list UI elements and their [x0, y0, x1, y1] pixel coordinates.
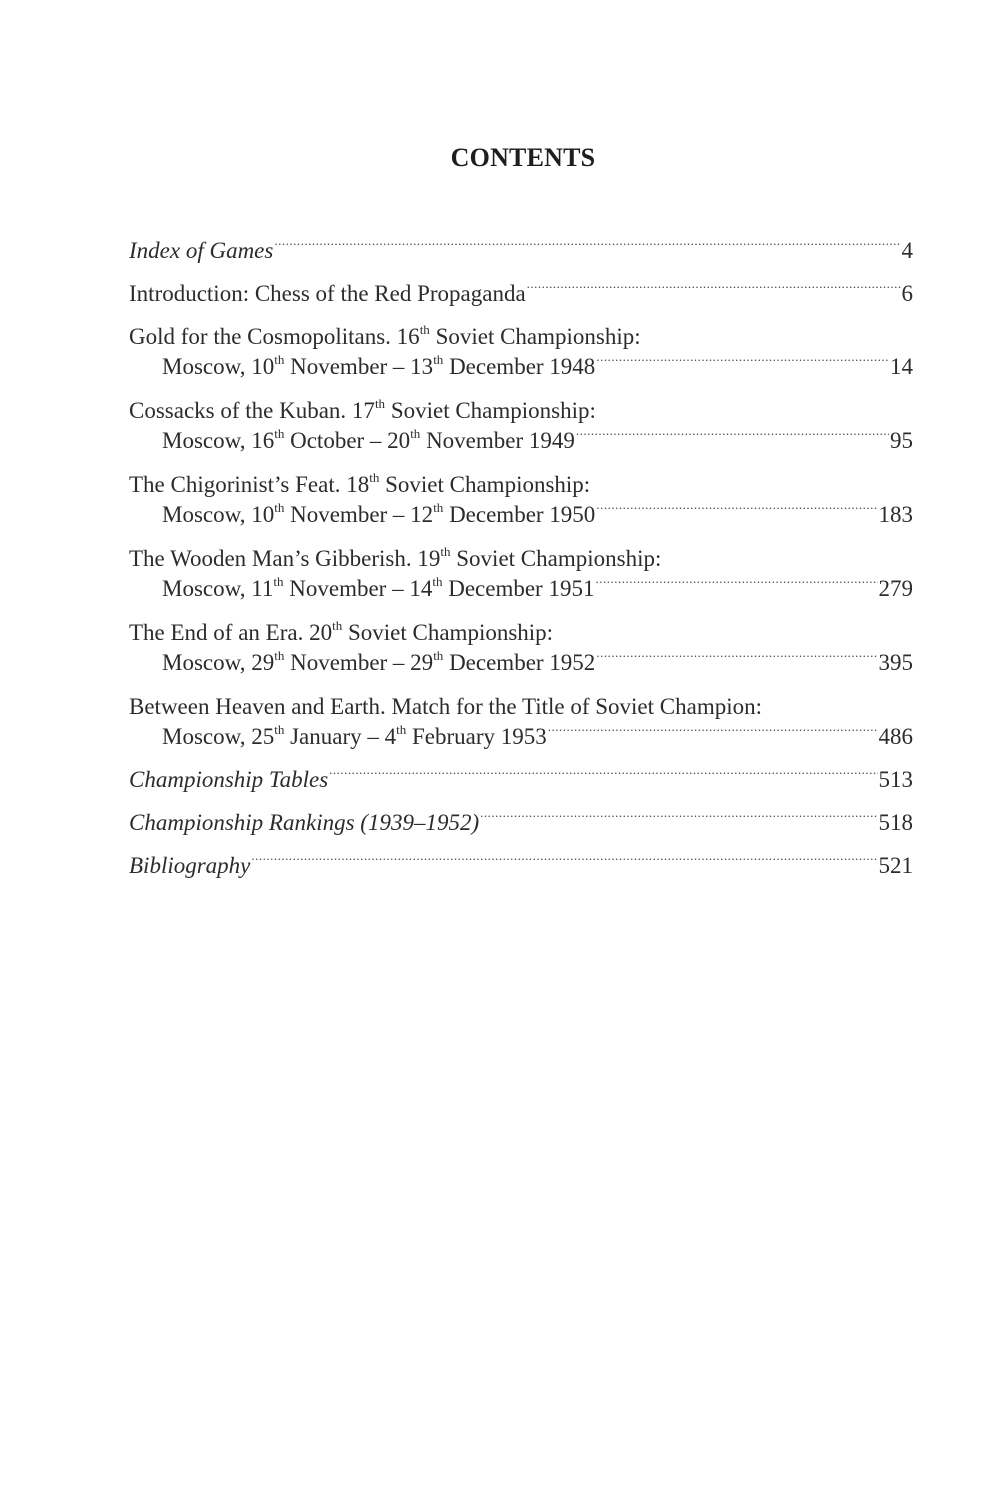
- toc-page-number: 395: [878, 650, 913, 675]
- toc-entry-subtitle: Moscow, 29th November – 29th December 1952: [162, 648, 596, 675]
- toc-entry-16th-championship[interactable]: [129, 322, 913, 382]
- toc-page-number: 4: [901, 238, 913, 263]
- toc-entry-title-match[interactable]: [129, 692, 913, 752]
- dot-leader: [251, 851, 877, 873]
- toc-page-number: 518: [878, 810, 913, 835]
- toc-entry-subtitle: Moscow, 11th November – 14th December 1951: [162, 574, 595, 601]
- toc-entry-bibliography[interactable]: [129, 851, 913, 881]
- dot-leader: [596, 500, 877, 522]
- toc-entry-title: Cossacks of the Kuban. 17th Soviet Championship:: [129, 396, 596, 423]
- toc-entry-subtitle: Moscow, 16th October – 20th November 1949: [162, 426, 575, 453]
- toc-entry-introduction[interactable]: [129, 279, 913, 309]
- dot-leader: [527, 279, 901, 301]
- toc-entry-18th-championship[interactable]: [129, 470, 913, 530]
- toc-entry-title: Championship Rankings (1939–1952): [129, 810, 480, 835]
- toc-entry-index-of-games[interactable]: [129, 236, 913, 266]
- toc-entry-19th-championship[interactable]: [129, 544, 913, 604]
- toc-page-number: 95: [890, 428, 913, 453]
- toc-entry-title: Gold for the Cosmopolitans. 16th Soviet Championship:: [129, 322, 641, 349]
- toc-entry-championship-tables[interactable]: [129, 765, 913, 795]
- table-of-contents: [129, 236, 913, 881]
- toc-page-number: 486: [878, 724, 913, 749]
- toc-page-number: 183: [878, 502, 913, 527]
- toc-page-number: 513: [878, 767, 913, 792]
- toc-page-number: 14: [890, 354, 913, 379]
- toc-entry-20th-championship[interactable]: [129, 618, 913, 678]
- dot-leader: [329, 765, 877, 787]
- toc-entry-title: The Wooden Man’s Gibberish. 19th Soviet Championship:: [129, 544, 662, 571]
- toc-page-number: 6: [901, 281, 913, 306]
- toc-entry-championship-rankings[interactable]: [129, 808, 913, 838]
- toc-entry-title: Between Heaven and Earth. Match for the Title of Soviet Champion:: [129, 694, 763, 719]
- dot-leader: [595, 574, 877, 596]
- dot-leader: [596, 352, 889, 374]
- toc-entry-subtitle: Moscow, 10th November – 12th December 1950: [162, 500, 596, 527]
- toc-entry-17th-championship[interactable]: [129, 396, 913, 456]
- toc-entry-title: Index of Games: [129, 238, 274, 263]
- toc-entry-title: The Chigorinist’s Feat. 18th Soviet Championship:: [129, 470, 591, 497]
- dot-leader: [548, 722, 878, 744]
- toc-entry-title: Bibliography: [129, 853, 251, 878]
- dot-leader: [274, 236, 900, 258]
- toc-entry-subtitle: Moscow, 10th November – 13th December 1948: [162, 352, 596, 379]
- toc-entry-subtitle: Moscow, 25th January – 4th February 1953: [162, 722, 547, 749]
- toc-entry-title: The End of an Era. 20th Soviet Championship:: [129, 618, 554, 645]
- dot-leader: [576, 426, 889, 448]
- page-title: CONTENTS: [450, 143, 596, 172]
- toc-entry-title: Introduction: Chess of the Red Propaganda: [129, 281, 526, 306]
- toc-page-number: 279: [878, 576, 913, 601]
- dot-leader: [480, 808, 877, 830]
- dot-leader: [596, 648, 877, 670]
- toc-entry-title: Championship Tables: [129, 767, 329, 792]
- toc-page-number: 521: [878, 853, 913, 878]
